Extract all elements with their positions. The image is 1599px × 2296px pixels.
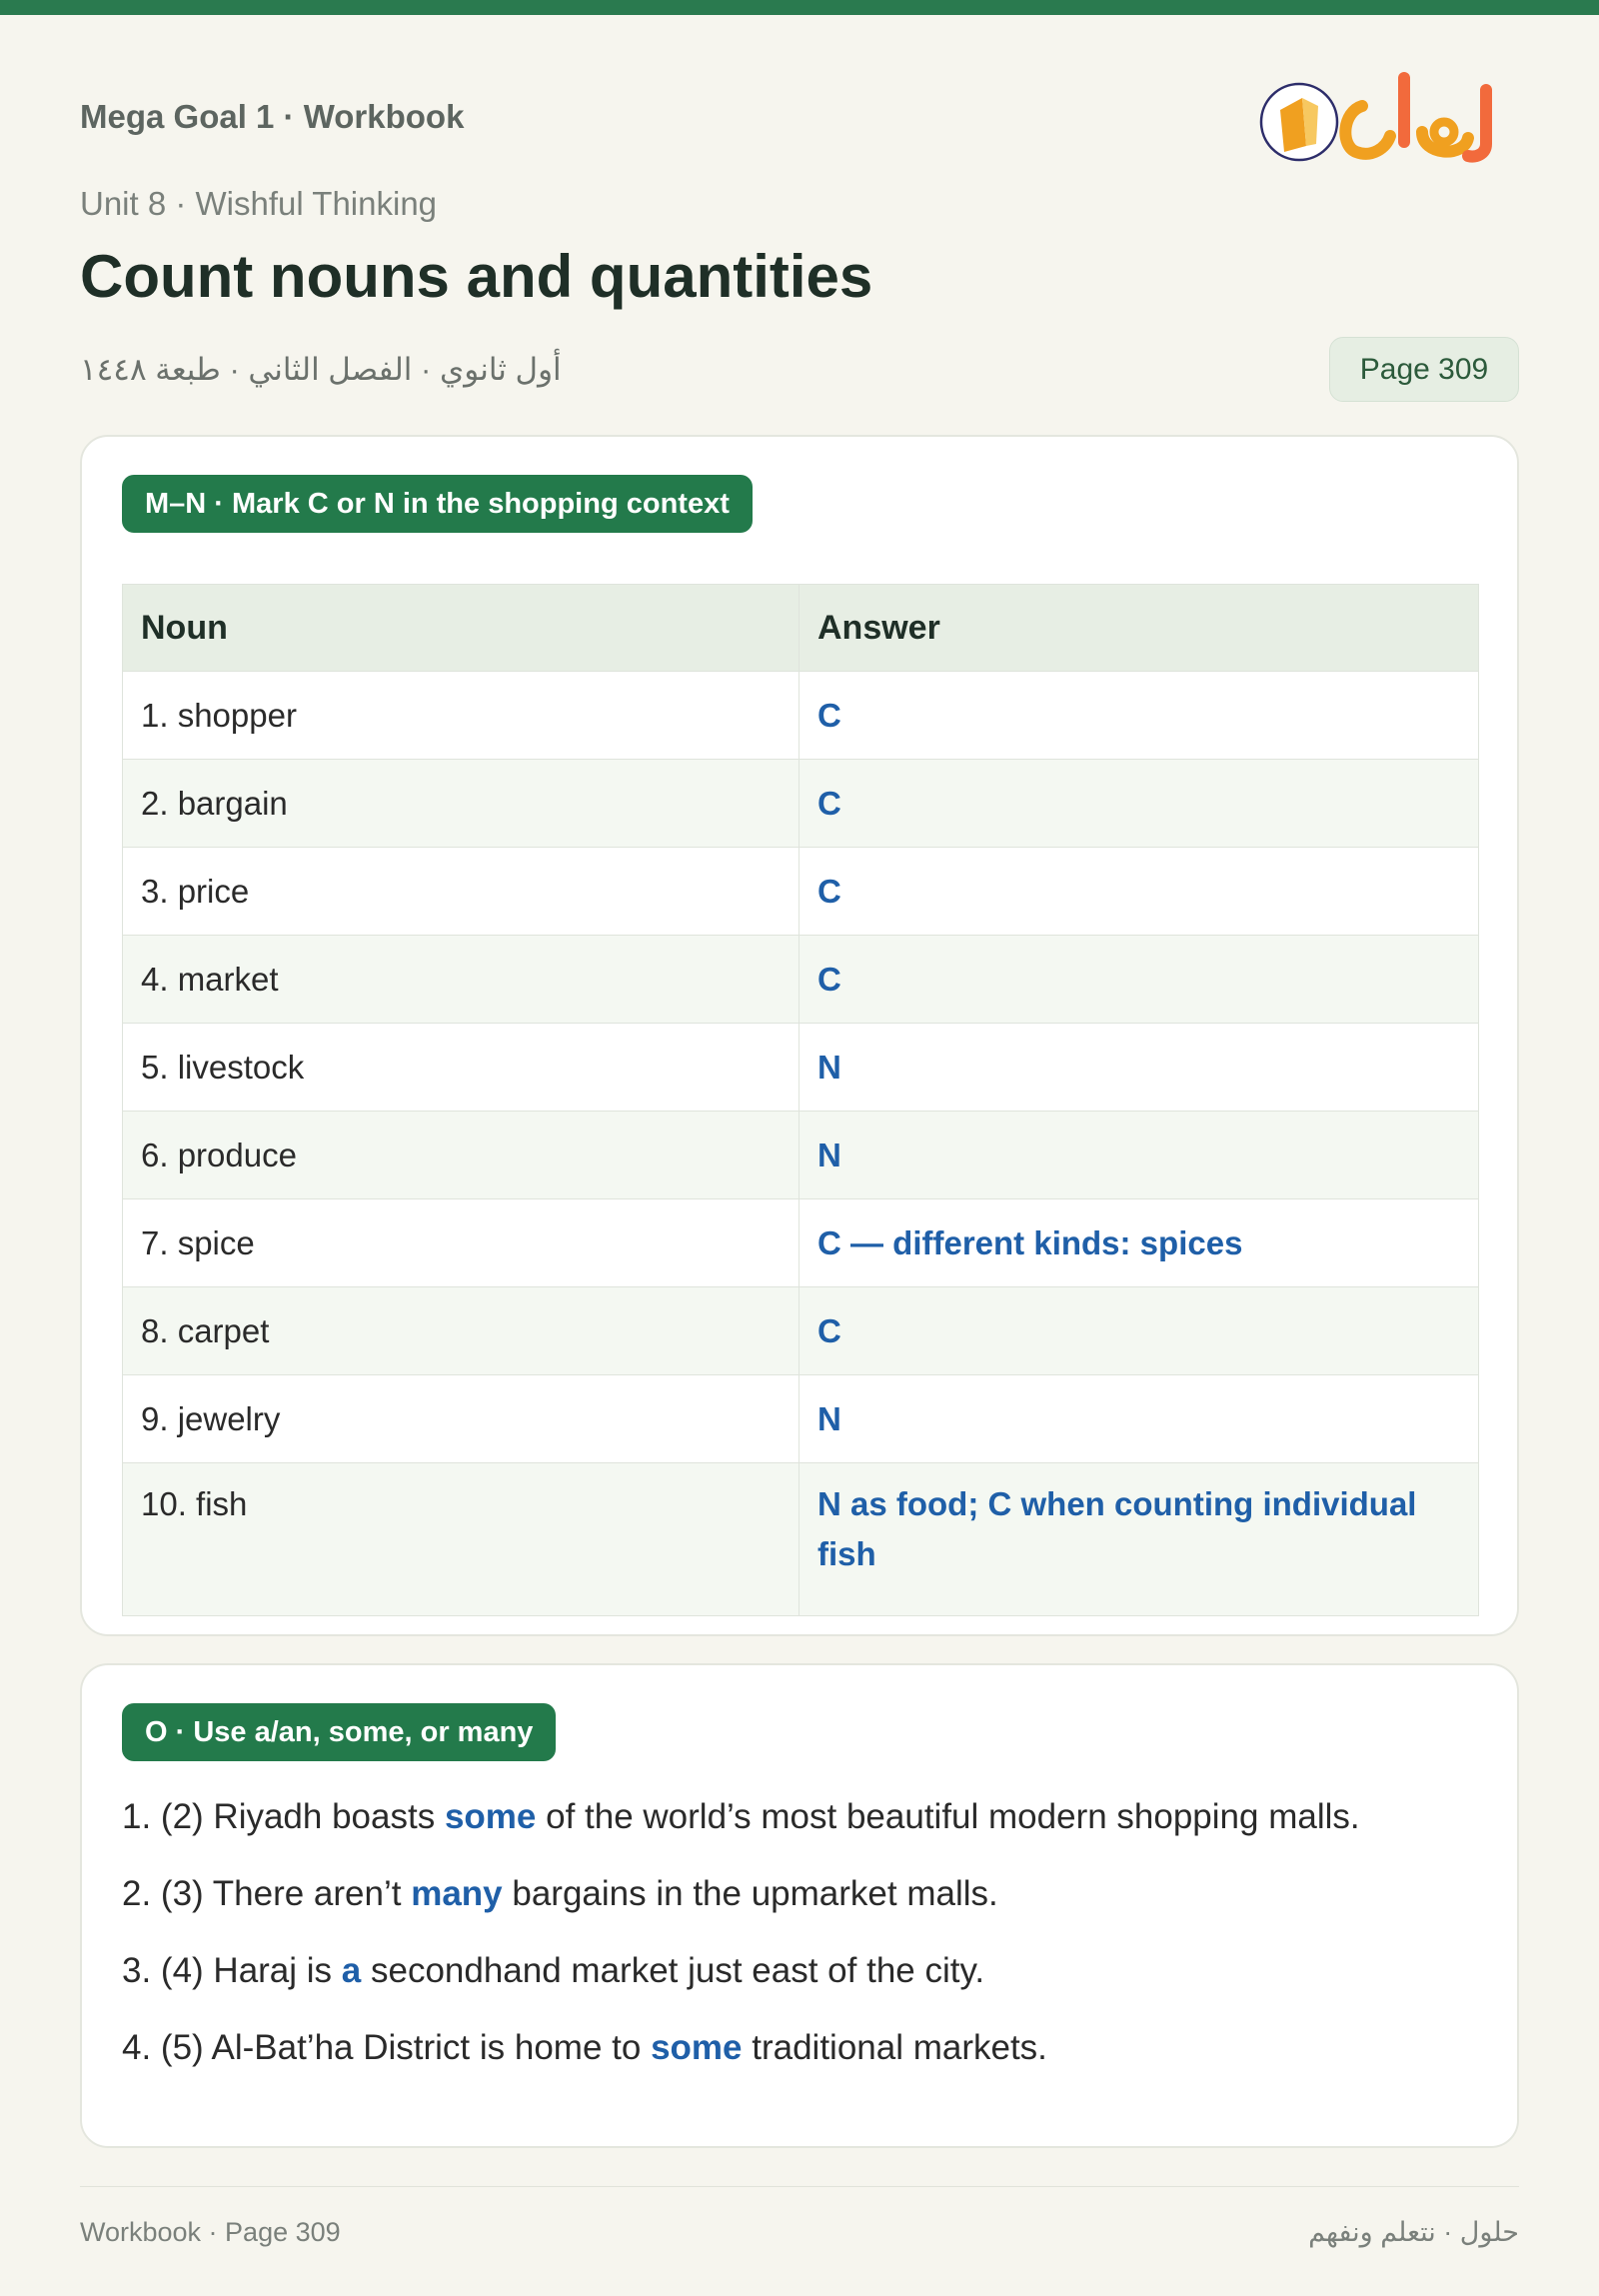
- sentence-text: 4. (5) Al-Bat’ha District is home to: [122, 2028, 652, 2067]
- hulul-book-logo-icon: [1254, 60, 1509, 170]
- column-header-answer: Answer: [800, 585, 1479, 672]
- answer-word: some: [651, 2028, 743, 2067]
- sentence-text: 1. (2) Riyadh boasts: [122, 1797, 445, 1836]
- list-item: [122, 1946, 1360, 2023]
- table-row: [123, 1375, 1479, 1463]
- section-mn-tag: M–N · Mark C or N in the shopping context: [122, 475, 753, 533]
- answer-word: many: [411, 1874, 503, 1913]
- answer-cell: C: [800, 1287, 1479, 1375]
- noun-cell: 9. jewelry: [123, 1375, 800, 1463]
- noun-cell: 7. spice: [123, 1199, 800, 1287]
- unit-label: Unit 8 · Wishful Thinking: [80, 185, 438, 222]
- noun-cell: 6. produce: [123, 1112, 800, 1199]
- noun-cell: 8. carpet: [123, 1287, 800, 1375]
- table-row: [123, 1112, 1479, 1199]
- sentence-list: [122, 1792, 1360, 2100]
- noun-cell: 1. shopper: [123, 672, 800, 760]
- answer-cell: N: [800, 1024, 1479, 1112]
- sentence-text: 3. (4) Haraj is: [122, 1951, 342, 1990]
- noun-cell: 3. price: [123, 848, 800, 936]
- list-item: [122, 1869, 1360, 1946]
- answer-cell: C: [800, 672, 1479, 760]
- section-o-card: [80, 1663, 1519, 2148]
- sentence-text: of the world’s most beautiful modern shopping malls.: [536, 1797, 1360, 1836]
- sentence-text: secondhand market just east of the city.: [361, 1951, 985, 1990]
- answer-cell: C: [800, 848, 1479, 936]
- noun-cell: 4. market: [123, 936, 800, 1024]
- noun-cell: 2. bargain: [123, 760, 800, 848]
- answer-word: some: [444, 1797, 537, 1836]
- footer-brand-tagline: حلول · نتعلم ونفهم: [1308, 2217, 1519, 2247]
- table-row: [123, 1463, 1479, 1616]
- footer-page-label: Workbook · Page 309: [80, 2217, 341, 2247]
- answer-cell: C: [800, 760, 1479, 848]
- footer-divider: [80, 2186, 1519, 2187]
- answer-cell: N: [800, 1375, 1479, 1463]
- answer-cell: N as food; C when counting individual fish: [800, 1463, 1479, 1616]
- answer-word: a: [341, 1951, 362, 1990]
- page-badge: Page 309: [1329, 337, 1519, 402]
- list-item: [122, 1792, 1360, 1869]
- answer-cell: N: [800, 1112, 1479, 1199]
- sentence-text: traditional markets.: [742, 2028, 1047, 2067]
- top-accent-bar: [0, 0, 1599, 15]
- table-row: [123, 1024, 1479, 1112]
- column-header-noun: Noun: [123, 585, 800, 672]
- answer-cell: C — different kinds: spices: [800, 1199, 1479, 1287]
- table-row: [123, 1199, 1479, 1287]
- table-row: [123, 936, 1479, 1024]
- table-row: [123, 760, 1479, 848]
- table-row: [123, 848, 1479, 936]
- table-row: [123, 672, 1479, 760]
- noun-cell: 5. livestock: [123, 1024, 800, 1112]
- sentence-text: bargains in the upmarket malls.: [502, 1874, 998, 1913]
- table-row: [123, 1287, 1479, 1375]
- book-title: Mega Goal 1 · Workbook: [80, 98, 465, 135]
- section-mn-card: [80, 435, 1519, 1636]
- section-o-tag: O · Use a/an, some, or many: [122, 1703, 556, 1761]
- list-item: [122, 2023, 1360, 2100]
- noun-table: [122, 584, 1479, 1616]
- sentence-text: 2. (3) There aren’t: [122, 1874, 412, 1913]
- table-header-row: [123, 585, 1479, 672]
- arabic-subtitle: أول ثانوي · الفصل الثاني · طبعة ١٤٤٨: [80, 352, 562, 387]
- answer-cell: C: [800, 936, 1479, 1024]
- page-title: Count nouns and quantities: [80, 243, 873, 310]
- noun-cell: 10. fish: [123, 1463, 800, 1616]
